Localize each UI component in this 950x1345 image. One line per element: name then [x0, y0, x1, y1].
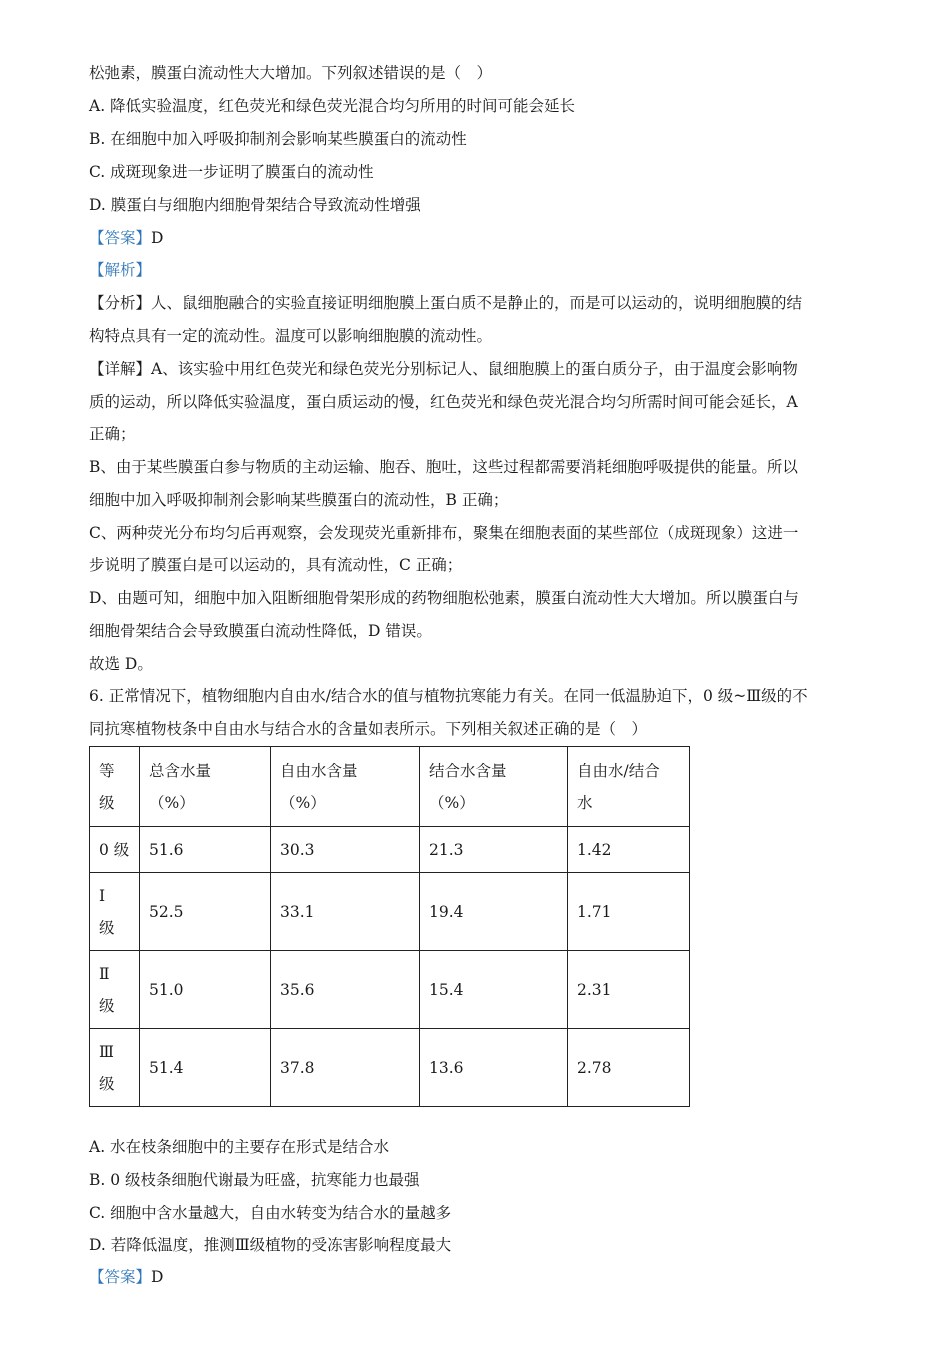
cell-free: 33.1: [271, 873, 420, 951]
header-ratio: 自由水/结合 水: [568, 747, 690, 827]
q6-option-b: B. 0 级枝条细胞代谢最为旺盛，抗寒能力也最强: [89, 1171, 420, 1189]
fenxi-line-1: 【分析】人、鼠细胞融合的实验直接证明细胞膜上蛋白质不是静止的，而是可以运动的，说明细胞膜的结: [89, 294, 803, 312]
cell-ratio: 1.42: [568, 827, 690, 873]
q6-stem-line-2: 同抗寒植物枝条中自由水与结合水的含量如表所示。下列相关叙述正确的是（ ）: [89, 720, 648, 738]
cell-bound: 21.3: [420, 827, 568, 873]
cell-grade: Ⅰ 级: [90, 873, 140, 951]
fenxi-line-2: 构特点具有一定的流动性。温度可以影响细胞膜的流动性。: [89, 327, 493, 345]
cell-bound: 15.4: [420, 951, 568, 1029]
q5-option-b: B. 在细胞中加入呼吸抑制剂会影响某些膜蛋白的流动性: [89, 130, 467, 148]
q5-stem-tail: 松弛素，膜蛋白流动性大大增加。下列叙述错误的是（ ）: [89, 64, 493, 82]
analysis-tag: 【解析】: [89, 261, 152, 279]
detail-line-2: 质的运动，所以降低实验温度，蛋白质运动的慢，红色荧光和绿色荧光混合均匀所需时间可能会延长，A: [89, 393, 798, 411]
detail-line-3: 正确；: [89, 425, 136, 443]
q5-option-c: C. 成斑现象进一步证明了膜蛋白的流动性: [89, 163, 374, 181]
cell-total: 51.0: [140, 951, 271, 1029]
detail-b-line-1: B、由于某些膜蛋白参与物质的主动运输、胞吞、胞吐，这些过程都需要消耗细胞呼吸提供的能量。所以: [89, 458, 798, 476]
answer-value: D: [151, 229, 164, 247]
q5-answer-line: [89, 227, 163, 249]
q5-option-d: D. 膜蛋白与细胞内细胞骨架结合导致流动性增强: [89, 196, 421, 214]
detail-d-line-2: 细胞骨架结合会导致膜蛋白流动性降低，D 错误。: [89, 622, 432, 640]
answer-tag: 【答案】: [89, 229, 152, 247]
cell-grade: 0 级: [90, 827, 140, 873]
answer-tag: 【答案】: [89, 1268, 152, 1286]
q6-option-c: C. 细胞中含水量越大，自由水转变为结合水的量越多: [89, 1204, 452, 1222]
table-header-row: [90, 747, 690, 827]
detail-c-line-1: C、两种荧光分布均匀后再观察，会发现荧光重新排布，聚集在细胞表面的某些部位（成斑现象）这进一: [89, 524, 799, 542]
q6-option-d: D. 若降低温度，推测Ⅲ级植物的受冻害影响程度最大: [89, 1236, 452, 1254]
cell-free: 30.3: [271, 827, 420, 873]
detail-line-1: 【详解】A、该实验中用红色荧光和绿色荧光分别标记人、鼠细胞膜上的蛋白质分子，由于温度会影响物: [89, 360, 798, 378]
detail-c-line-2: 步说明了膜蛋白是可以运动的，具有流动性，C 正确；: [89, 556, 463, 574]
cell-ratio: 1.71: [568, 873, 690, 951]
header-bound-water: 结合水含量 （%）: [420, 747, 568, 827]
detail-tag: 【详解】: [89, 360, 152, 378]
cell-free: 37.8: [271, 1029, 420, 1107]
answer-value: D: [151, 1268, 164, 1286]
header-grade: 等 级: [90, 747, 140, 827]
detail-d-line-1: D、由题可知，细胞中加入阻断细胞骨架形成的药物细胞松弛素，膜蛋白流动性大大增加。所以膜蛋白与: [89, 589, 799, 607]
table-row: [90, 873, 690, 951]
fenxi-tag: 【分析】: [89, 294, 152, 312]
header-free-water: 自由水含量 （%）: [271, 747, 420, 827]
q6-answer-line: [89, 1266, 163, 1288]
q5-conclusion: 故选 D。: [89, 655, 153, 673]
cell-grade: Ⅲ 级: [90, 1029, 140, 1107]
cell-ratio: 2.78: [568, 1029, 690, 1107]
q6-stem-line-1: 6. 正常情况下，植物细胞内自由水/结合水的值与植物抗寒能力有关。在同一低温胁迫下，0 级~Ⅲ级的不: [89, 687, 808, 705]
water-content-table: [89, 746, 690, 1107]
cell-total: 51.6: [140, 827, 271, 873]
q5-option-a: A. 降低实验温度，红色荧光和绿色荧光混合均匀所用的时间可能会延长: [89, 97, 576, 115]
cell-grade: Ⅱ 级: [90, 951, 140, 1029]
cell-total: 51.4: [140, 1029, 271, 1107]
table-row: [90, 1029, 690, 1107]
q6-option-a: A. 水在枝条细胞中的主要存在形式是结合水: [89, 1138, 390, 1156]
cell-bound: 19.4: [420, 873, 568, 951]
header-total-water: 总含水量 （%）: [140, 747, 271, 827]
table-row: [90, 951, 690, 1029]
cell-bound: 13.6: [420, 1029, 568, 1107]
cell-free: 35.6: [271, 951, 420, 1029]
cell-ratio: 2.31: [568, 951, 690, 1029]
cell-total: 52.5: [140, 873, 271, 951]
table-row: [90, 827, 690, 873]
detail-b-line-2: 细胞中加入呼吸抑制剂会影响某些膜蛋白的流动性，B 正确；: [89, 491, 509, 509]
